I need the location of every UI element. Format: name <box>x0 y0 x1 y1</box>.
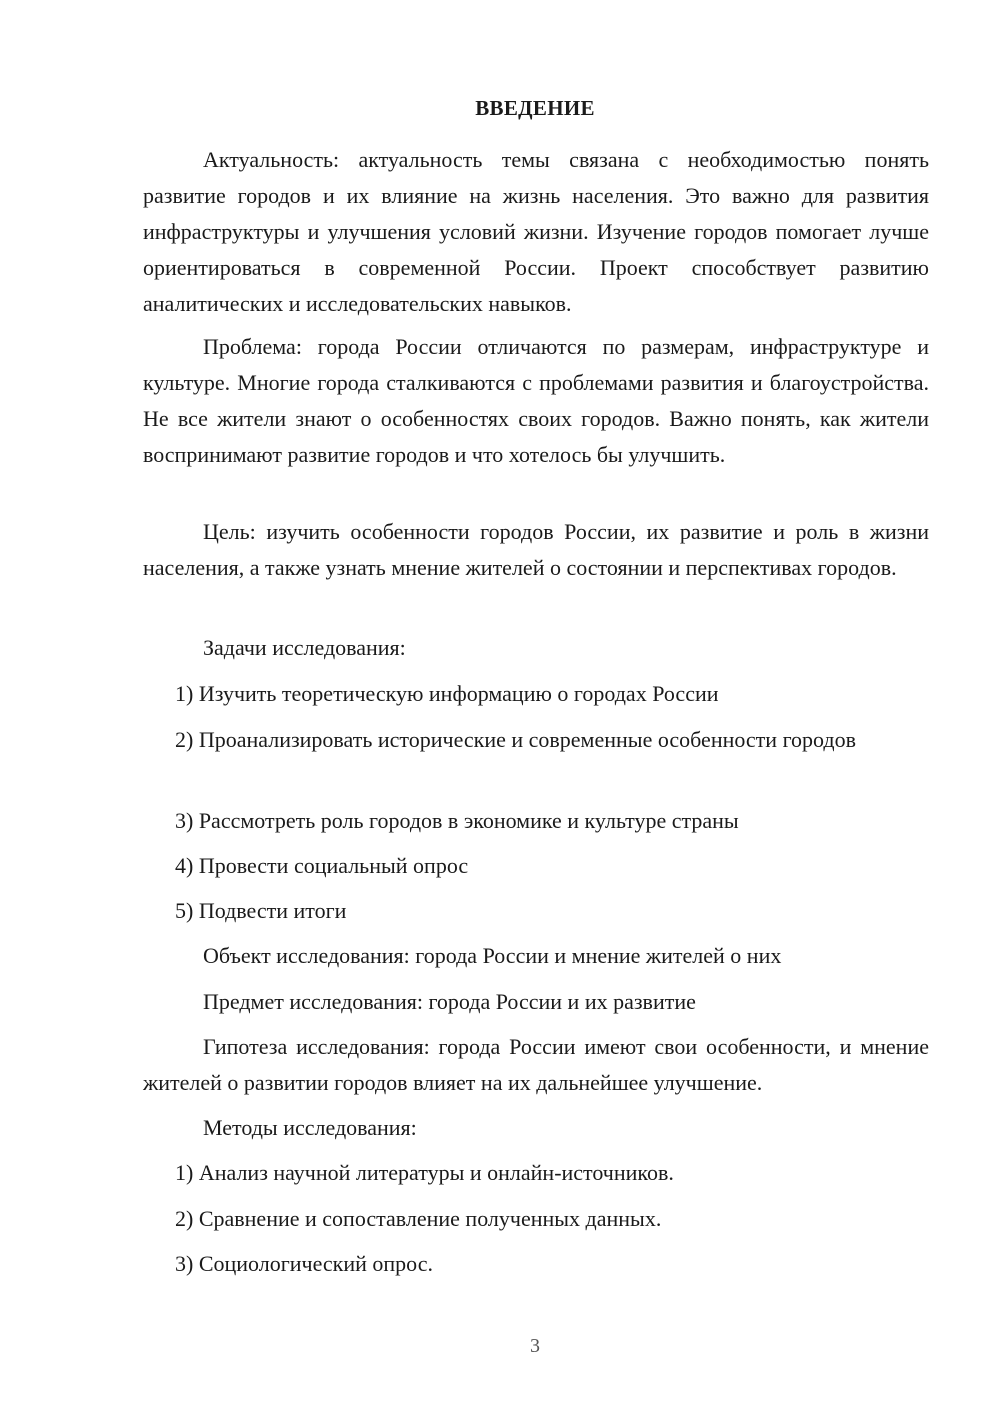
page-number: 3 <box>530 1335 540 1357</box>
task-item: 1) Изучить теоретическую информацию о городах России <box>175 681 719 706</box>
section-title: ВВЕДЕНИЕ <box>475 96 595 120</box>
hypothesis-paragraph: Гипотеза исследования: города России имеют свои особенности, и мнение жителей о развитии городов влияет на их дальнейшее улучшение. <box>143 1034 929 1095</box>
method-item: 3) Социологический опрос. <box>175 1251 433 1276</box>
goal-paragraph: Цель: изучить особенности городов России, их развитие и роль в жизни населения, а также узнать мнение жителей о состоянии и перспективах городов. <box>143 519 929 580</box>
task-item: 4) Провести социальный опрос <box>175 853 469 878</box>
relevance-paragraph: Актуальность: актуальность темы связана с необходимостью понять развитие городов и их влияние на жизнь населения. Это важно для развития инфраструктуры и улучшения условий жизни. Изучение городов помогает лучше ориентироваться в современной России. Проект способствует развитию аналитических и исследовательских навыков. <box>143 147 929 316</box>
methods-heading: Методы исследования: <box>203 1115 417 1140</box>
method-item: 1) Анализ научной литературы и онлайн-источников. <box>175 1160 674 1185</box>
task-item: 3) Рассмотреть роль городов в экономике и культуре страны <box>175 808 739 833</box>
task-item: 5) Подвести итоги <box>175 898 347 923</box>
tasks-heading: Задачи исследования: <box>203 635 406 660</box>
problem-paragraph: Проблема: города России отличаются по размерам, инфраструктуре и культуре. Многие города сталкиваются с проблемами развития и благоустройства. Не все жители знают о особенностях своих городов. Важно понять, как жители воспринимают развитие городов и что хотелось бы улучшить. <box>143 334 929 467</box>
object-paragraph: Объект исследования: города России и мнение жителей о них <box>203 943 782 968</box>
task-item: 2) Проанализировать исторические и современные особенности городов <box>175 727 856 752</box>
subject-paragraph: Предмет исследования: города России и их развитие <box>203 989 696 1014</box>
method-item: 2) Сравнение и сопоставление полученных данных. <box>175 1206 662 1231</box>
